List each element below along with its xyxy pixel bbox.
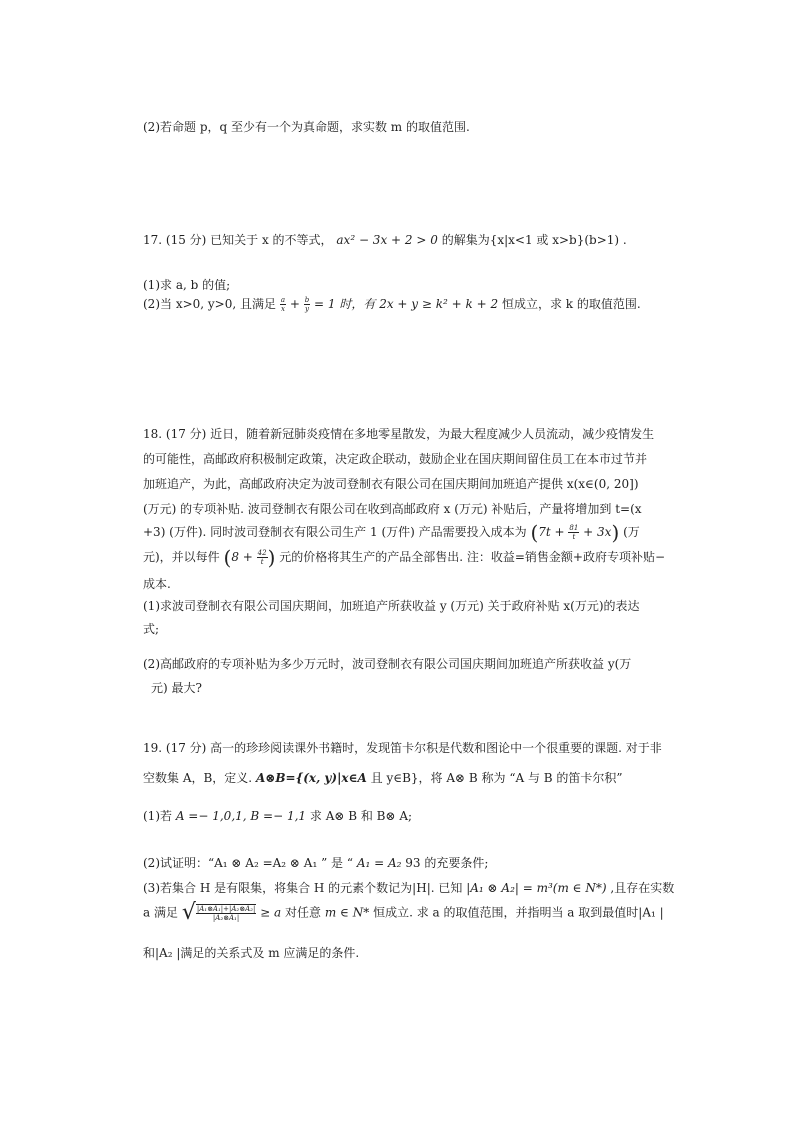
q18-line4: (万元) 的专项补贴. 波司登制衣有限公司在收到高邮政府 x (万元) 补贴后，产量将增加到 t=(x	[143, 502, 642, 516]
q17-inequality: ax² − 3x + 2 > 0	[336, 233, 438, 247]
q17-stem-text-a: 17. (15 分) 已知关于 x 的不等式，	[143, 233, 333, 247]
q17-part2-text-a: (2)当 x>0, y>0, 且满足	[143, 297, 276, 311]
q17-stem	[143, 232, 627, 248]
q19-part1: (1)若 A =− 1,0,1, B =− 1,1 求 A⊗ B 和 B⊗ A;	[143, 809, 413, 823]
q19-part3-line2: a 满足 √ $\frac{\text{|A₁⊗A₁|+|A₂⊗A₂|}}{\text{|A₂⊗A₁|}}$ ≥ a 对任意 m ∈ N* 恒成立. 求 a 的取值范围，并指明当 a 取到最值时|A₁ |	[143, 900, 664, 925]
q17-part2-text-b: 恒成立，求 k 的取值范围.	[501, 297, 641, 311]
q19-part3-line3: 和|A₂ |满足的关系式及 m 应满足的条件.	[143, 946, 360, 960]
q17-part1: (1)求 a, b 的值;	[143, 278, 231, 292]
q18-line1: 18. (17 分) 近日，随着新冠肺炎疫情在多地零星散发，为最大程度减少人员流动，减少疫情发生	[143, 427, 655, 441]
q18-line5: +3) (万件). 同时波司登制衣有限公司生产 1 (万件) 产品需要投入成本为 (7t + $\frac{81}{t}$ + 3x) (万	[143, 520, 640, 545]
q19-line1: 19. (17 分) 高一的珍珍阅读课外书籍时，发现笛卡尔积是代数和图论中一个很重要的课题. 对于非	[143, 741, 662, 755]
q18-part2-a: (2)高邮政府的专项补贴为多少万元时，波司登制衣有限公司国庆期间加班追产所获收益 y(万	[143, 657, 632, 671]
q17-eq: = 1 时，有	[314, 297, 376, 311]
q18-part2-b: 元) 最大?	[151, 681, 202, 695]
q19-sqrt-expression: √ $\frac{\text{|A₁⊗A₁|+|A₂⊗A₂|}}{\text{|A₂⊗A₁|}}$	[181, 900, 256, 925]
q18-part1-a: (1)求波司登制衣有限公司国庆期间，加班追产所获收益 y (万元) 关于政府补贴 x(万元)的表达	[143, 599, 640, 613]
q19-cartesian-definition: A⊗B={(x, y)|x∈A	[255, 771, 367, 785]
q17-part2: (2)当 x>0, y>0, 且满足 $\frac{a}{x}$ + $\frac{b}{y}$ = 1 时，有 2x + y ≥ k² + k + 2 恒成立，求 k 的取值范围.	[143, 296, 641, 313]
q17-frac-a: $\frac{a}{x}$	[280, 296, 286, 313]
q18-line2: 的可能性，高邮政府积极制定政策，决定政企联动，鼓励企业在国庆期间留住员工在本市过节并	[143, 452, 648, 466]
q18-frac-81-t: $\frac{81}{t}$	[569, 524, 579, 541]
q17-part2-inequality: 2x + y ≥ k² + k + 2	[379, 297, 499, 311]
q19-line2: 空数集 A，B，定义. A⊗B={(x, y)|x∈A 且 y∈B}，将 A⊗ B 称为 “A 与 B 的笛卡尔积”	[143, 771, 623, 785]
q18-line7: 成本.	[143, 577, 171, 591]
q17-frac-b: $\frac{b}{y}$	[304, 296, 310, 313]
q18-part1-b: 式;	[143, 622, 160, 636]
q16-part2: (2)若命题 p，q 至少有一个为真命题，求实数 m 的取值范围.	[143, 120, 470, 134]
q18-line6: 元)，并以每件 (8 + $\frac{42}{t}$ ) 元的价格将其生产的产品全部售出. 注：收益=销售金额+政府专项补贴−	[143, 545, 666, 570]
q17-stem-text-b: 的解集为{x|x<1 或 x>b}(b>1) .	[441, 233, 627, 247]
q18-line3: 加班追产，为此，高邮政府决定为波司登制衣有限公司在国庆期间加班追产提供 x(x∈(0, 20])	[143, 477, 639, 491]
q18-frac-42-t: $\frac{42}{t}$	[257, 549, 267, 566]
q19-part3: (3)若集合 H 是有限集，将集合 H 的元素个数记为|H|. 已知 |A₁ ⊗ A₂| = m³(m ∈ N*) ,且存在实数	[143, 881, 675, 895]
q19-part2: (2)试证明：“A₁ ⊗ A₂ =A₂ ⊗ A₁ ” 是 “ A₁ = A₂ 93 的充要条件;	[143, 856, 489, 870]
